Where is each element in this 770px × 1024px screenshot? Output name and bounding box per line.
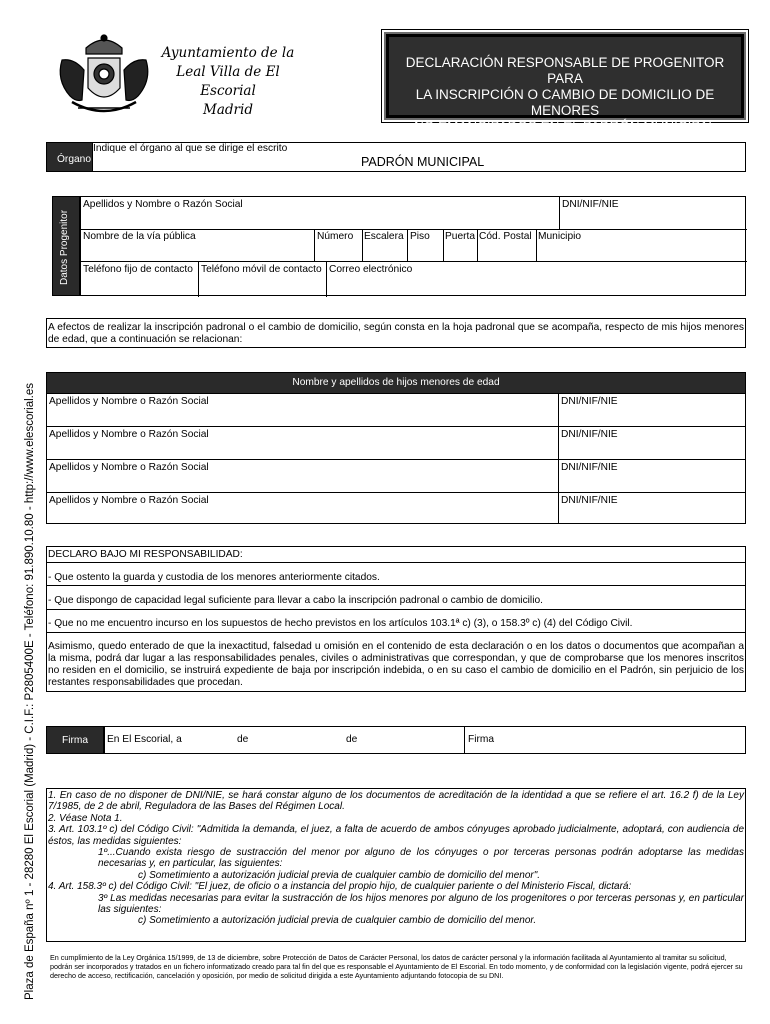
organo-value: PADRÓN MUNICIPAL xyxy=(361,155,485,169)
organo-label-cell xyxy=(46,142,93,172)
side-contact-text: Plaza de España nº 1 - 28280 El Escorial (Madrid) - C.I.F.: P2805400E - Teléfono: 91.890.10.80 - http://www.elescorial.es xyxy=(24,382,36,1000)
intro-text: A efectos de realizar la inscripción padronal o el cambio de domicilio, según consta en la hoja padronal que se acompaña, respecto de mis hijos menores de edad, que a continuación se relacionan: xyxy=(48,322,744,345)
form-title-box xyxy=(384,32,746,134)
note-4: 4. Art. 158.3º c) del Código Civil: "El juez, de oficio o a instancia del propio hijo, de cualquier pariente o del Ministerio Fiscal, dictará: xyxy=(48,881,632,893)
note-3: 3. Art. 103.1º c) del Código Civil: "Admitida la demanda, el juez, a falta de acuerdo de ambos cónyuges aprobado judicialmente, adoptará, con audiencia de éstos, las medidas siguientes: xyxy=(48,824,744,847)
progenitor-postal-code-field[interactable]: Cód. Postal xyxy=(479,231,532,242)
children-table xyxy=(46,372,746,524)
organo-label: Órgano xyxy=(57,154,91,165)
town-hall-name xyxy=(148,44,308,120)
progenitor-number-field[interactable]: Número xyxy=(317,231,354,242)
child-2-name-field[interactable]: Apellidos y Nombre o Razón Social xyxy=(49,429,209,440)
firma-label: Firma xyxy=(62,735,89,746)
date-de-1: de xyxy=(237,734,249,745)
progenitor-mobile-field[interactable]: Teléfono móvil de contacto xyxy=(201,264,322,275)
organo-hint: Indique el órgano al que se dirige el escrito xyxy=(93,143,288,154)
declaration-title: DECLARO BAJO MI RESPONSABILIDAD: xyxy=(48,549,243,560)
progenitor-name-field[interactable]: Apellidos y Nombre o Razón Social xyxy=(83,199,243,210)
progenitor-street-field[interactable]: Nombre de la vía pública xyxy=(83,231,196,242)
progenitor-floor-field[interactable]: Piso xyxy=(410,231,430,242)
date-place-field[interactable]: En El Escorial, a xyxy=(107,734,182,745)
child-4-name-field[interactable]: Apellidos y Nombre o Razón Social xyxy=(49,495,209,506)
firma-label-cell xyxy=(46,726,104,754)
declaration-closing: Asimismo, quedo enterado de que la inexactitud, falsedad u omisión en el contenido de esta declaración o en los datos o documentos que acompañan a la misma, podrá dar lugar a las responsabilidades penales, civiles o administrativas que correspondan, y que de comprobarse que los menores inscritos no residen en el domicilio, se instruirá expediente de baja por inscripción indebida, o en su caso el cambio de domicilio en el Padrón, sin perjuicio de los restantes responsabilidades que procedan. xyxy=(48,641,744,688)
child-3-name-field[interactable]: Apellidos y Nombre o Razón Social xyxy=(49,462,209,473)
child-1-dni-field[interactable]: DNI/NIF/NIE xyxy=(561,396,618,407)
form-title-line-1: DECLARACIÓN RESPONSABLE DE PROGENITOR PARA xyxy=(405,55,725,86)
note-3b: c) Sometimiento a autorización judicial previa de cualquier cambio de domicilio del menor". xyxy=(138,869,541,881)
form-title-line-2: LA INSCRIPCIÓN O CAMBIO DE DOMICILIO DE MENORES xyxy=(415,87,715,118)
progenitor-email-field[interactable]: Correo electrónico xyxy=(329,264,413,275)
note-2: 2. Véase Nota 1. xyxy=(48,812,123,824)
children-table-header xyxy=(47,373,745,393)
town-line-1: Ayuntamiento de la xyxy=(161,45,295,61)
progenitor-dni-field[interactable]: DNI/NIF/NIE xyxy=(562,199,619,210)
form-title-line-3: NO EMANCIPADOS EN EL PADRÓN MUNICIPAL xyxy=(414,119,716,134)
data-protection-footer: En cumplimiento de la Ley Orgánica 15/1999, de 13 de diciembre, sobre Protección de Datos de Carácter Personal, los datos de carácter personal y la información facilitada al Ayuntamiento al tramitar su solicitud, podrán ser incorporados y tratados en un fichero informatizado creado para tal fin del que es responsable el Ayuntamiento de El Escorial. En todo momento, y de conformidad con la legislación vigente, podrá ejercer su derecho de acceso, rectificación, cancelación y oposición, por medio de solicitud dirigida a este Ayuntamiento adjuntando fotocopia de su DNI. xyxy=(50,953,743,980)
child-4-dni-field[interactable]: DNI/NIF/NIE xyxy=(561,495,618,506)
coat-of-arms-logo xyxy=(52,30,156,118)
date-de-2: de xyxy=(346,734,358,745)
notes-box xyxy=(46,788,746,942)
progenitor-stair-field[interactable]: Escalera xyxy=(364,231,404,242)
declaration-item-2: - Que dispongo de capacidad legal suficiente para llevar a cabo la inscripción padronal o cambio de domicilio. xyxy=(48,595,543,606)
note-4a: 3º Las medidas necesarias para evitar la sustracción de los hijos menores por alguno de los progenitores o por terceras personas y, en particular las siguientes: xyxy=(98,892,744,916)
progenitor-landline-field[interactable]: Teléfono fijo de contacto xyxy=(83,264,193,275)
note-1: 1. En caso de no disponer de DNI/NIE, se hará constar alguno de los documentos de acreditación de la identidad a que se refiere el art. 16.2 f) de la Ley 7/1985, de 2 de abril, Reguladora de las Bases del Régimen Local. xyxy=(48,790,744,813)
declaration-item-1: - Que ostento la guarda y custodia de los menores anteriormente citados. xyxy=(48,572,380,583)
signature-field[interactable]: Firma xyxy=(468,734,495,745)
progenitor-door-field[interactable]: Puerta xyxy=(445,231,476,242)
progenitor-section-cell xyxy=(52,196,80,296)
note-4b: c) Sometimiento a autorización judicial previa de cualquier cambio de domicilio del menor. xyxy=(138,915,537,927)
note-3a: 1º...Cuando exista riesgo de sustracción del menor por alguno de los cónyuges o por terceras personas podrán adoptarse las medidas necesarias y, en particular, las siguientes: xyxy=(98,847,744,870)
progenitor-section-label: Datos Progenitor xyxy=(59,209,70,285)
progenitor-table xyxy=(80,196,746,296)
town-line-3: Madrid xyxy=(203,102,253,118)
intro-box xyxy=(46,318,746,348)
organo-field[interactable] xyxy=(92,142,746,172)
town-line-2: Leal Villa de El Escorial xyxy=(176,64,280,99)
child-1-name-field[interactable]: Apellidos y Nombre o Razón Social xyxy=(49,396,209,407)
child-2-dni-field[interactable]: DNI/NIF/NIE xyxy=(561,429,618,440)
progenitor-city-field[interactable]: Municipio xyxy=(538,231,582,242)
declaration-item-3: - Que no me encuentro incurso en los supuestos de hecho previstos en los artículos 103.1ª c) (3), o 158.3º c) (4) del Código Civil. xyxy=(48,618,633,629)
firma-row xyxy=(104,726,746,754)
child-3-dni-field[interactable]: DNI/NIF/NIE xyxy=(561,462,618,473)
declaration-box xyxy=(46,546,746,692)
children-header-label: Nombre y apellidos de hijos menores de edad xyxy=(292,377,500,388)
